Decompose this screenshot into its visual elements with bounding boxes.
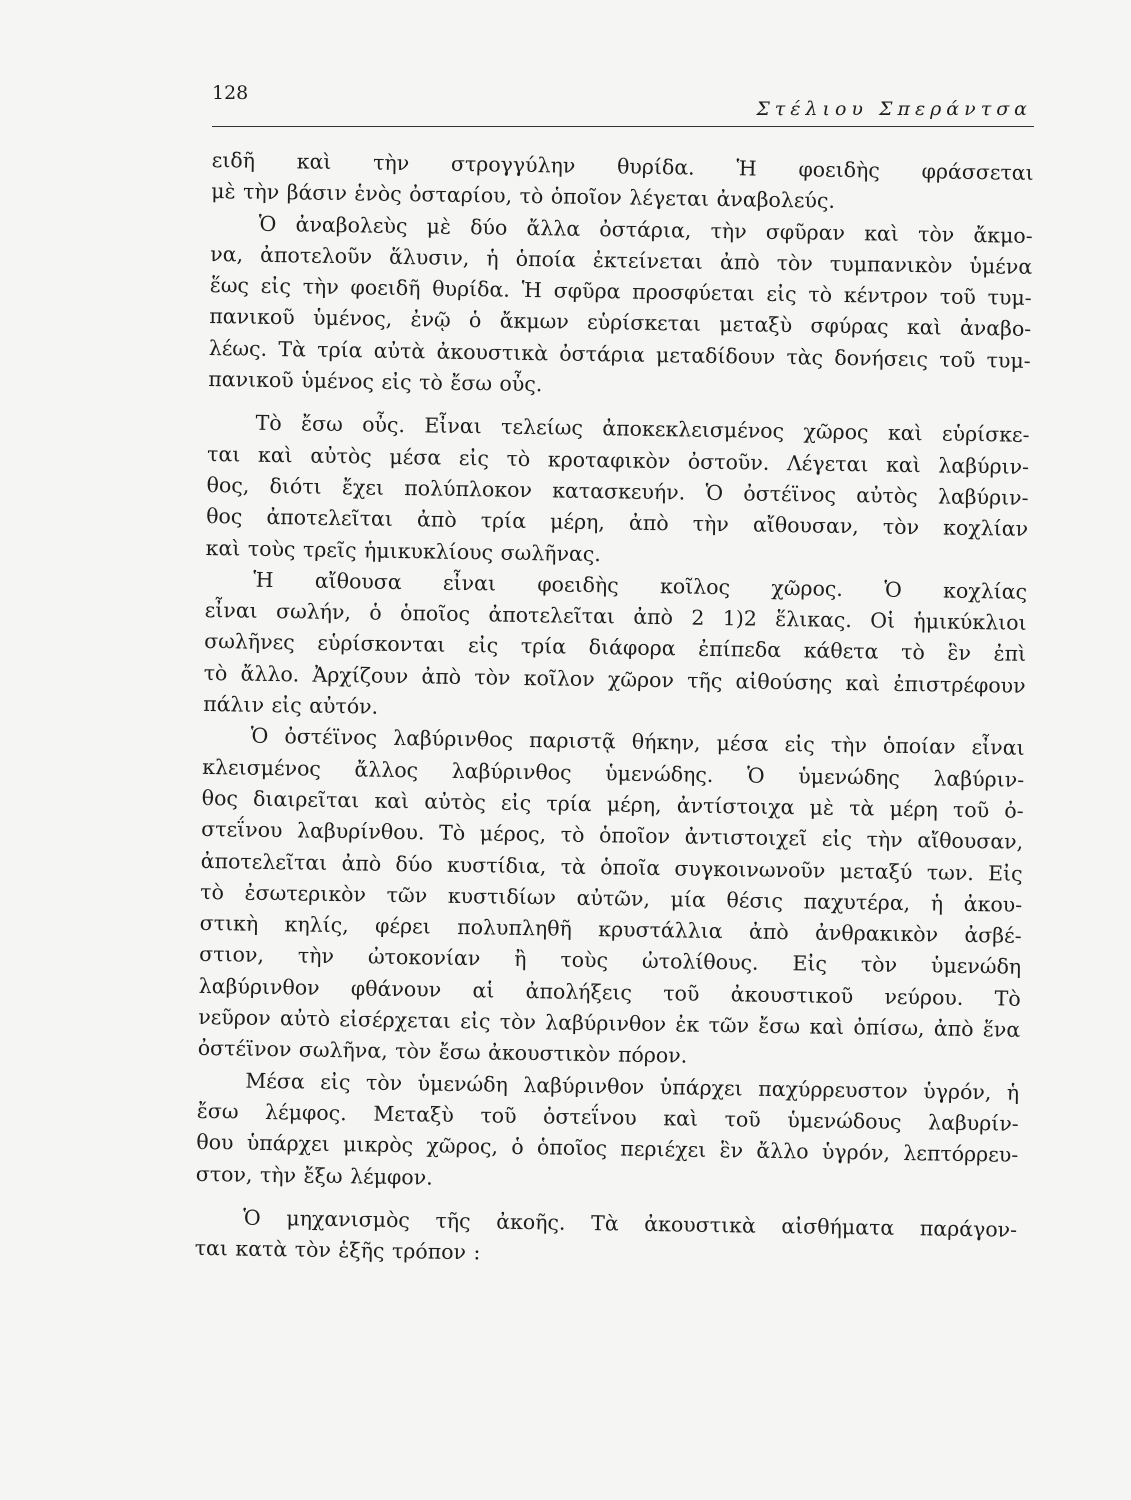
text-line: στεΐνου λαβυρίνθου. Τὸ μέρος, τὸ ὁποῖον ἀντιστοιχεῖ εἰς τὴν αἴθουσαν, (201, 817, 1024, 855)
text-line: Ὁ ἀναβολεὺς μὲ δύο ἄλλα ὀστάρια, τὴν σφῦραν καὶ τὸν ἄκμο- (258, 211, 1033, 248)
body-text (194, 145, 1033, 1277)
text-line: λέως. Τὰ τρία αὐτὰ ἀκουστικὰ ὀστάρια μεταδίδουν τὰς δονήσεις τοῦ τυμ- (208, 335, 1031, 373)
text-line: στιον, τὴν ὠτοκονίαν ἢ τοὺς ὠτολίθους. Εἰς τὸν ὑμενώδη (199, 942, 1022, 980)
text-line: ἀποτελεῖται ἀπὸ δύο κυστίδια, τὰ ὁποῖα συγκοινωνοῦν μεταξύ των. Εἰς (200, 848, 1023, 886)
text-line: νεῦρον αὐτὸ εἰσέρχεται εἰς τὸν λαβύρινθον ἐκ τῶν ἔσω καὶ ὀπίσω, ἀπὸ ἕνα (198, 1004, 1021, 1042)
text-line: στον, τὴν ἔξω λέμφον. (195, 1161, 433, 1190)
text-line: σωλῆνες εὑρίσκονται εἰς τρία διάφορα ἐπίπεδα κάθετα τὸ ἓν ἐπὶ (204, 629, 1027, 667)
text-line: ἔσω λέμφος. Μεταξὺ τοῦ ὀστεΐνου καὶ τοῦ ὑμενώδους λαβυρίν- (196, 1098, 1019, 1136)
text-line: θος, διότι ἔχει πολύπλοκον κατασκευήν. Ὁ ὀστέϊνος αὐτὸς λαβύριν- (206, 472, 1029, 510)
text-line: Μέσα εἰς τὸν ὑμενώδη λαβύρινθον ὑπάρχει παχύρρευστον ὑγρόν, ἡ (245, 1068, 1020, 1105)
running-head: Στέλιου Σπεράντσα (756, 98, 1032, 120)
text-line: ται κατὰ τὸν ἑξῆς τρόπον : (194, 1235, 481, 1265)
text-line: μὲ τὴν βάσιν ἑνὸς ὀσταρίου, τὸ ὁποῖον λέγεται ἀναβολεύς. (211, 179, 836, 214)
text-line: ἕως εἰς τὴν φοειδῆ θυρίδα. Ἡ σφῦρα προσφύεται εἰς τὸ κέντρον τοῦ τυμ- (209, 273, 1032, 311)
text-line: τὸ ἄλλο. Ἀρχίζουν ἀπὸ τὸν κοῖλον χῶρον τῆς αἰθούσης καὶ ἐπιστρέφουν (203, 660, 1026, 698)
text-line: κλεισμένος ἄλλος λαβύρινθος ὑμενώδης. Ὁ ὑμενώδης λαβύριν- (202, 754, 1025, 792)
text-line: πανικοῦ ὑμένος, ἐνῷ ὁ ἄκμων εὑρίσκεται μεταξὺ σφύρας καὶ ἀναβο- (209, 304, 1032, 342)
text-line: εἶναι σωλήν, ὁ ὁποῖος ἀποτελεῖται ἀπὸ 2 1)2 ἕλικας. Οἱ ἡμικύκλιοι (204, 598, 1027, 636)
text-line: ται καὶ αὐτὸς μέσα εἰς τὸ κροταφικὸν ὀστοῦν. Λέγεται καὶ λαβύριν- (206, 441, 1030, 479)
text-line: Ὁ ὀστέϊνος λαβύρινθος παριστᾷ θήκην, μέσα εἰς τὴν ὁποίαν εἶναι (250, 724, 1025, 761)
text-line: Ἡ αἴθουσα εἶναι φοειδὴς κοῖλος χῶρος. Ὁ κοχλίας (252, 567, 1028, 604)
page-number: 128 (212, 82, 249, 104)
text-line: λαβύρινθον φθάνουν αἱ ἀπολήξεις τοῦ ἀκουστικοῦ νεύρου. Τὸ (198, 973, 1021, 1011)
text-line: καὶ τοὺς τρεῖς ἡμικυκλίους σωλῆνας. (205, 535, 602, 566)
text-line: θου ὑπάρχει μικρὸς χῶρος, ὁ ὁποῖος περιέχει ἓν ἄλλο ὑγρόν, λεπτόρρευ- (196, 1130, 1019, 1167)
text-line: να, ἀποτελοῦν ἅλυσιν, ἡ ὁποία ἐκτείνεται ἀπὸ τὸν τυμπανικὸν ὑμένα (210, 241, 1033, 279)
text-line: ειδῆ καὶ τὴν στρογγύλην θυρίδα. Ἡ φοειδὴς φράσσεται (211, 147, 1034, 185)
section-heading-line: Τὸ ἔσω οὖς. Εἶναι τελείως ἀποκεκλεισμένος χῶρος καὶ εὑρίσκε- (255, 411, 1030, 448)
page-header (212, 82, 1034, 127)
text-line: πάλιν εἰς αὐτόν. (203, 691, 379, 719)
section-heading-line: Ὁ μηχανισμὸς τῆς ἀκοῆς. Τὰ ἀκουστικὰ αἰσθήματα παράγον- (242, 1205, 1018, 1242)
text-line: στικὴ κηλίς, φέρει πολυπληθῆ κρυστάλλια ἀπὸ ἀνθρακικὸν ἀσβέ- (199, 911, 1022, 948)
text-line: τὸ ἐσωτερικὸν τῶν κυστιδίων αὐτῶν, μία θέσις παχυτέρα, ἡ ἀκου- (200, 879, 1023, 917)
text-line: θος διαιρεῖται καὶ αὐτὸς εἰς τρία μέρη, ἀντίστοιχα μὲ τὰ μέρη τοῦ ὀ- (201, 785, 1024, 823)
text-line: ὀστέϊνον σωλῆνα, τὸν ἔσω ἀκουστικὸν πόρον. (197, 1036, 688, 1068)
text-line: πανικοῦ ὑμένος εἰς τὸ ἔσω οὖς. (208, 367, 543, 397)
text-line: θος ἀποτελεῖται ἀπὸ τρία μέρη, ἀπὸ τὴν αἴθουσαν, τὸν κοχλίαν (205, 504, 1029, 542)
